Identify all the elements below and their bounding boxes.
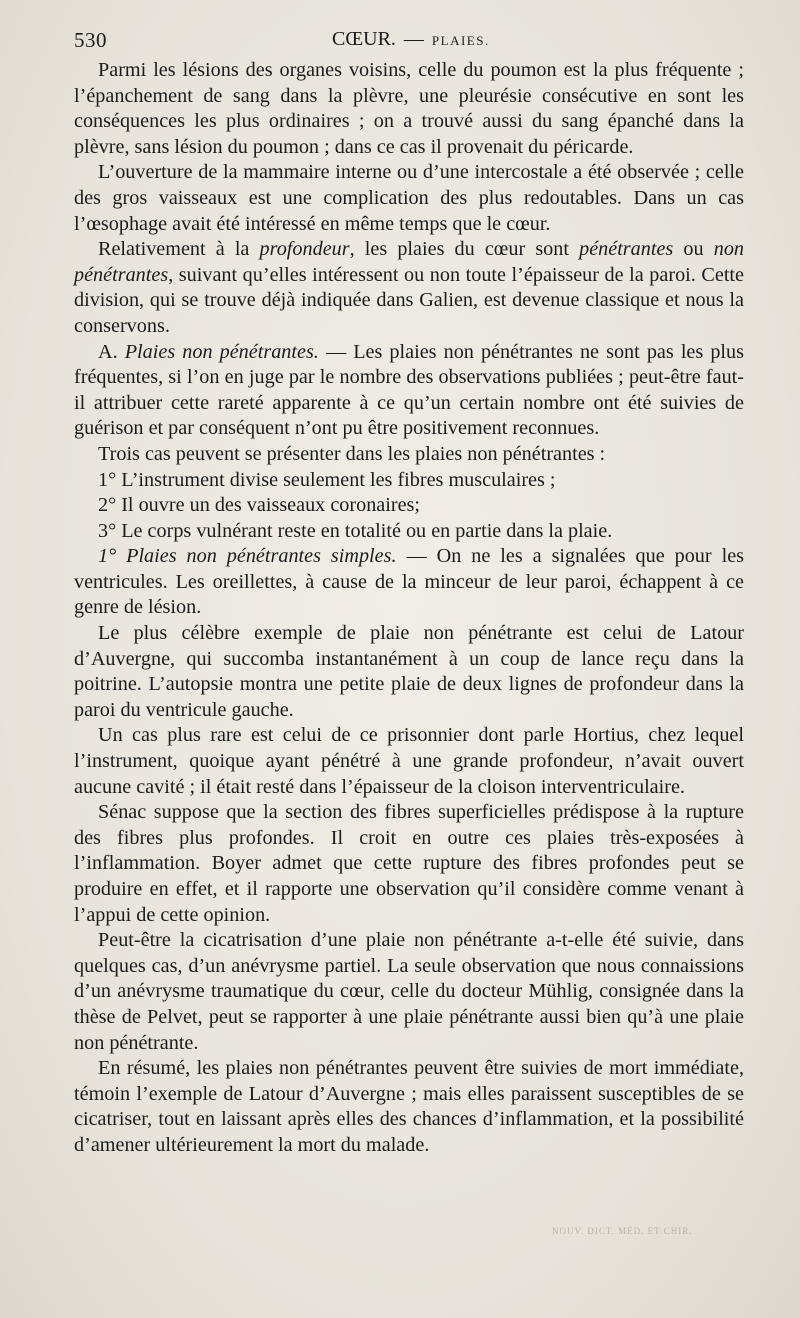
paragraph: Un cas plus rare est celui de ce prisonnier dont parle Hortius, chez lequel l’instrument, quoique ayant pénétré à une grande profondeur, n’avait ouvert aucune cavité ; il était resté dans l’épaisseur de la cloison interventriculaire. [74, 724, 744, 798]
italic-term: pénétrantes [579, 238, 674, 261]
paragraph: Le plus célèbre exemple de plaie non pénétrante est celui de Latour d’Auvergne, qui succomba instantanément à un coup de lance reçu dans la poitrine. L’autopsie montra une petite plaie de deux lignes de profondeur dans la paroi du ventricule gauche. [74, 622, 744, 721]
paragraph: Parmi les lésions des organes voisins, celle du poumon est la plus fréquente ; l’épanchement de sang dans la plèvre, une pleurésie consécutive en sont les conséquences les plus ordinaires ; on a trouvé aussi du sang épanché dans la plèvre, sans lésion du poumon ; dans ce cas il provenait du péricarde. [74, 59, 744, 158]
paragraph [74, 237, 744, 339]
paragraph [74, 544, 744, 621]
text-run: — Les plaies non pénétrantes ne sont pas les plus fréquentes, si l’on en juge par le nombre des observations publiées ; peut-être faut-il attribuer cette rareté apparente à ce qu’un certain nombre ont été suivies de guérison et par conséquent n’ont pu être positivement reconnues. [74, 340, 744, 440]
list-item: 1° L’instrument divise seulement les fibres musculaires ; [98, 468, 556, 491]
text-run: Relativement à la [98, 238, 260, 261]
text-run: ou [673, 238, 714, 261]
running-header [74, 28, 732, 54]
section-title: CŒUR. [332, 28, 396, 50]
italic-term: non pénétrantes [74, 238, 744, 286]
section-heading: Plaies non pénétrantes. [124, 340, 319, 363]
paragraph: Trois cas peuvent se présenter dans les plaies non pénétrantes : [98, 442, 606, 465]
title-dash: — [403, 28, 424, 50]
text-run: — On ne les a signalées que pour les ventricules. Les oreillettes, à cause de la minceur de leur paroi, échappent à ce genre de lésion. [74, 545, 745, 619]
paragraph [74, 340, 744, 442]
italic-term: profondeur [259, 238, 350, 261]
paragraph: Peut-être la cicatrisation d’une plaie non pénétrante a-t-elle été suivie, dans quelques cas, d’un anévrysme partiel. La seule observation que nous connaissions d’un anévrysme traumatique du cœur, celle du docteur Mühlig, consignée dans la thèse de Pelvet, peut se rapporter à une plaie pénétrante aussi bien qu’à une plaie non pénétrante. [74, 929, 744, 1054]
paragraph: L’ouverture de la mammaire interne ou d’une intercostale a été observée ; celle des gros vaisseaux est une complication des plus redoutables. Dans un cas l’œsophage avait été intéressé en même temps que le cœur. [74, 161, 744, 235]
printer-signature-mark: NOUV. DICT. MÉD. ET CHIR. [552, 1226, 693, 1236]
text-run: , les plaies du cœur sont [349, 238, 580, 261]
text-run: , suivant qu’elles intéressent ou non toute l’épaisseur de la paroi. Cette division, qui se trouve déjà indiquée dans Galien, est devenue classique et nous la conservons. [74, 263, 744, 337]
section-subtitle: PLAIES. [431, 33, 490, 48]
paragraph: En résumé, les plaies non pénétrantes peuvent être suivies de mort immédiate, témoin l’exemple de Latour d’Auvergne ; mais elles paraissent susceptibles de se cicatriser, tout en laissant après elles des chances d’inflammation, et la possibilité d’amener ultérieurement la mort du malade. [74, 1057, 744, 1156]
list-item: 2° Il ouvre un des vaisseaux coronaires; [98, 494, 421, 517]
body-text [74, 58, 744, 1159]
paragraph: Sénac suppose que la section des fibres superficielles prédispose à la rupture des fibres plus profondes. Il croit en outre ces plaies très-exposées à l’inflammation. Boyer admet que cette rupture des fibres profondes peut se produire en effet, et il rapporte une observation qu’il considère comme venant à l’appui de cette opinion. [74, 801, 744, 926]
running-title [332, 28, 490, 51]
section-letter: A. [98, 340, 125, 363]
page-number: 530 [74, 28, 107, 52]
subsection-heading: 1° Plaies non pénétrantes simples. [98, 545, 397, 568]
list-item: 3° Le corps vulnérant reste en totalité ou en partie dans la plaie. [98, 519, 613, 542]
